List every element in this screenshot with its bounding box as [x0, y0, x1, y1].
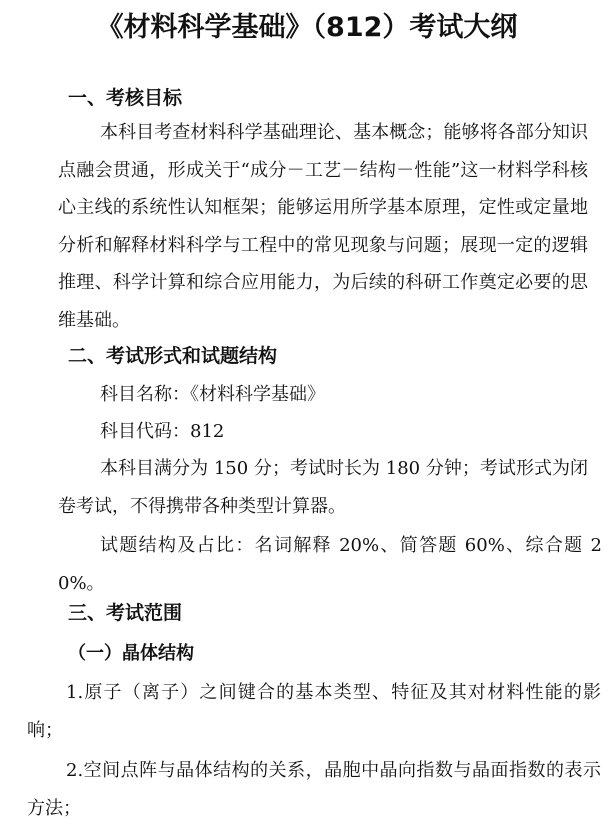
document-title: 《材料科学基础》（812）考试大纲 [96, 12, 518, 43]
section-heading-exam-scope: 三、考试范围 [68, 602, 183, 624]
question-structure-paragraph: 试题结构及占比：名词解释 20%、简答题 60%、综合题 20%。 [58, 535, 602, 594]
subject-code-line: 科目代码：812 [100, 421, 225, 442]
scope-item-2: 2.空间点阵与晶体结构的关系，晶胞中晶向指数与晶面指数的表示方法； [27, 760, 601, 819]
score-time-paragraph: 本科目满分为 150 分；考试时长为 180 分钟；考试形式为闭卷考试，不得携带各种类型计算器。 [58, 458, 588, 517]
subsection-heading-crystal-structure: （一）晶体结构 [68, 643, 194, 664]
scope-item-1: 1.原子（离子）之间键合的基本类型、特征及其对材料性能的影响； [27, 682, 601, 741]
section-heading-objectives: 一、考核目标 [68, 87, 183, 109]
section-heading-exam-format: 二、考试形式和试题结构 [68, 345, 278, 367]
objectives-paragraph: 本科目考查材料科学基础理论、基本概念；能够将各部分知识点融会贯通，形成关于“成分－工艺－结构－性能”这一材料学科核心主线的系统性认知框架；能够运用所学基本原理，定性或定量地分析和解释材料科学与工程中的常见现象与问题；展现一定的逻辑推理、科学计算和综合应用能力，为后续的科研工作奠定必要的思维基础。 [58, 122, 588, 331]
subject-name-line: 科目名称：《材料科学基础》 [100, 384, 325, 405]
